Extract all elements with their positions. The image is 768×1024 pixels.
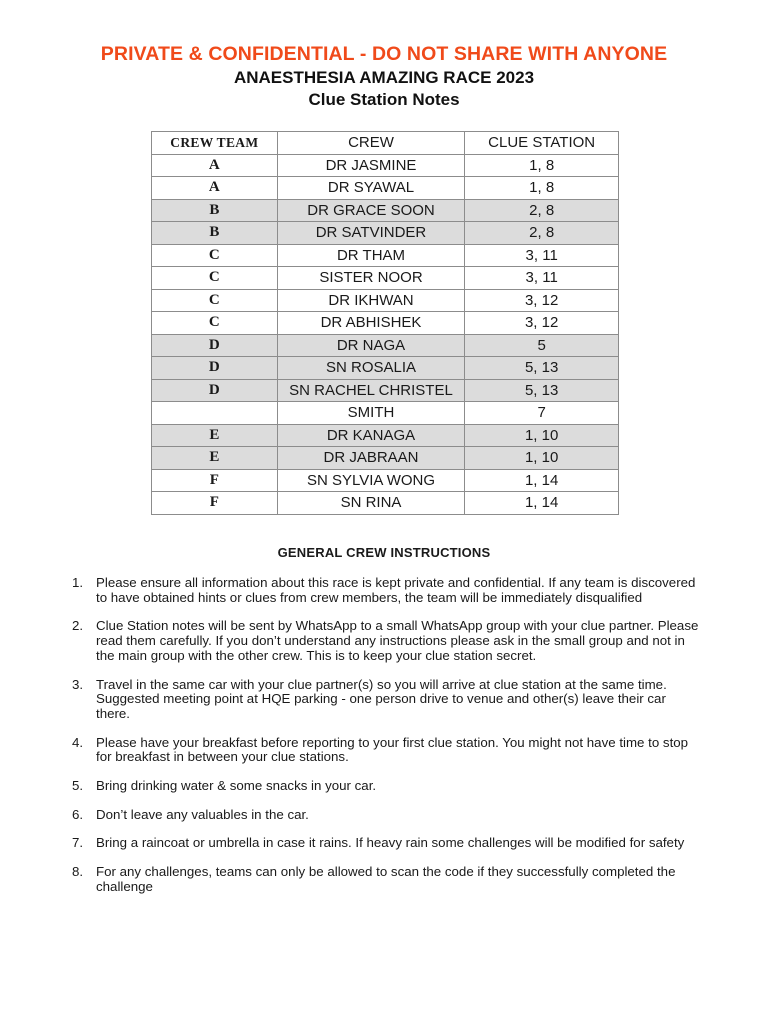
instruction-item xyxy=(72,619,702,663)
cell-team: C xyxy=(152,244,278,267)
instruction-text: Bring a raincoat or umbrella in case it rains. If heavy rain some challenges will be modified for safety xyxy=(96,835,685,851)
cell-station: 3, 11 xyxy=(465,244,619,267)
cell-crew: DR KANAGA xyxy=(277,424,465,447)
cell-crew: DR GRACE SOON xyxy=(277,199,465,222)
instructions-list xyxy=(72,576,702,909)
table-row xyxy=(152,177,619,200)
cell-crew: DR ABHISHEK xyxy=(277,312,465,335)
cell-team: E xyxy=(152,447,278,470)
table-row xyxy=(152,222,619,245)
instruction-number: 3. xyxy=(72,676,84,692)
cell-team: F xyxy=(152,492,278,515)
cell-crew: SN ROSALIA xyxy=(277,357,465,380)
header-crew-team: CREW TEAM xyxy=(152,132,278,155)
instruction-number: 6. xyxy=(72,806,84,822)
cell-crew: DR JASMINE xyxy=(277,154,465,177)
cell-station: 3, 12 xyxy=(465,312,619,335)
instruction-text: Don’t leave any valuables in the car. xyxy=(96,806,309,822)
cell-team: F xyxy=(152,469,278,492)
cell-station: 1, 8 xyxy=(465,177,619,200)
cell-crew: DR IKHWAN xyxy=(277,289,465,312)
table-row xyxy=(152,199,619,222)
instruction-number: 5. xyxy=(72,778,84,794)
instruction-item xyxy=(72,836,702,851)
table-row xyxy=(152,244,619,267)
cell-crew: DR NAGA xyxy=(277,334,465,357)
instruction-number: 7. xyxy=(72,835,84,851)
document-subtitle: Clue Station Notes xyxy=(308,90,460,109)
cell-team: D xyxy=(152,334,278,357)
cell-station: 1, 10 xyxy=(465,424,619,447)
table-row xyxy=(152,379,619,402)
instruction-text: Please ensure all information about this race is kept private and confidential. If any team is discovered to have obtained hints or clues from crew members, the team will be immediately disqualified xyxy=(96,575,696,605)
instruction-text: Bring drinking water & some snacks in your car. xyxy=(96,778,377,794)
cell-crew: SISTER NOOR xyxy=(277,267,465,290)
instruction-text: Clue Station notes will be sent by WhatsApp to a small WhatsApp group with your clue partner. Please read them carefully. If you don’t understand any instructions please ask in the small group and not in the main group with the other crew. This is to keep your clue station secret. xyxy=(96,618,699,663)
instruction-item xyxy=(72,678,702,722)
table-row xyxy=(152,312,619,335)
cell-station: 5 xyxy=(465,334,619,357)
cell-station: 1, 8 xyxy=(465,154,619,177)
cell-station: 3, 12 xyxy=(465,289,619,312)
table-row xyxy=(152,267,619,290)
cell-crew: SMITH xyxy=(277,402,465,425)
instruction-item xyxy=(72,865,702,894)
instruction-number: 2. xyxy=(72,618,84,634)
cell-team: D xyxy=(152,379,278,402)
table-row xyxy=(152,154,619,177)
cell-team: B xyxy=(152,222,278,245)
instruction-item xyxy=(72,736,702,765)
instruction-number: 1. xyxy=(72,575,84,590)
instruction-item xyxy=(72,808,702,823)
cell-team: A xyxy=(152,154,278,177)
cell-station: 1, 14 xyxy=(465,469,619,492)
cell-crew: DR JABRAAN xyxy=(277,447,465,470)
cell-station: 2, 8 xyxy=(465,222,619,245)
table-header-row xyxy=(152,132,619,155)
cell-team xyxy=(152,402,278,425)
cell-team: C xyxy=(152,267,278,290)
table-row xyxy=(152,334,619,357)
instruction-text: For any challenges, teams can only be allowed to scan the code if they successfully completed the challenge xyxy=(96,864,676,894)
cell-station: 3, 11 xyxy=(465,267,619,290)
instruction-item xyxy=(72,779,702,794)
table-row xyxy=(152,289,619,312)
header-clue-station: CLUE STATION xyxy=(465,132,619,155)
table-row xyxy=(152,447,619,470)
instruction-text: Please have your breakfast before reporting to your first clue station. You might not have time to stop for breakfast in between your clue stations. xyxy=(96,734,689,765)
table-row xyxy=(152,424,619,447)
cell-crew: DR SYAWAL xyxy=(277,177,465,200)
crew-roster-table xyxy=(151,131,619,515)
document-title: ANAESTHESIA AMAZING RACE 2023 xyxy=(233,68,535,87)
cell-team: C xyxy=(152,312,278,335)
instruction-item xyxy=(72,576,702,605)
cell-station: 1, 10 xyxy=(465,447,619,470)
instructions-heading: GENERAL CREW INSTRUCTIONS xyxy=(277,545,491,560)
table-row xyxy=(152,469,619,492)
document-header xyxy=(0,42,768,110)
cell-station: 2, 8 xyxy=(465,199,619,222)
cell-team: C xyxy=(152,289,278,312)
cell-team: D xyxy=(152,357,278,380)
cell-crew: SN RACHEL CHRISTEL xyxy=(277,379,465,402)
cell-station: 5, 13 xyxy=(465,379,619,402)
instruction-number: 8. xyxy=(72,864,84,880)
table-row xyxy=(152,492,619,515)
cell-team: A xyxy=(152,177,278,200)
cell-team: B xyxy=(152,199,278,222)
cell-crew: SN RINA xyxy=(277,492,465,515)
instruction-text: Travel in the same car with your clue partner(s) so you will arrive at clue station at the same time. Suggested meeting point at HQE parking - one person drive to venue and other(s) leave their car there. xyxy=(96,676,667,721)
header-crew: CREW xyxy=(277,132,465,155)
table-row xyxy=(152,357,619,380)
cell-crew: DR THAM xyxy=(277,244,465,267)
instruction-number: 4. xyxy=(72,734,84,750)
cell-station: 5, 13 xyxy=(465,357,619,380)
cell-team: E xyxy=(152,424,278,447)
cell-crew: DR SATVINDER xyxy=(277,222,465,245)
cell-station: 1, 14 xyxy=(465,492,619,515)
table-row xyxy=(152,402,619,425)
cell-crew: SN SYLVIA WONG xyxy=(277,469,465,492)
cell-station: 7 xyxy=(465,402,619,425)
confidential-notice: PRIVATE & CONFIDENTIAL - DO NOT SHARE WITH ANYONE xyxy=(100,43,668,65)
